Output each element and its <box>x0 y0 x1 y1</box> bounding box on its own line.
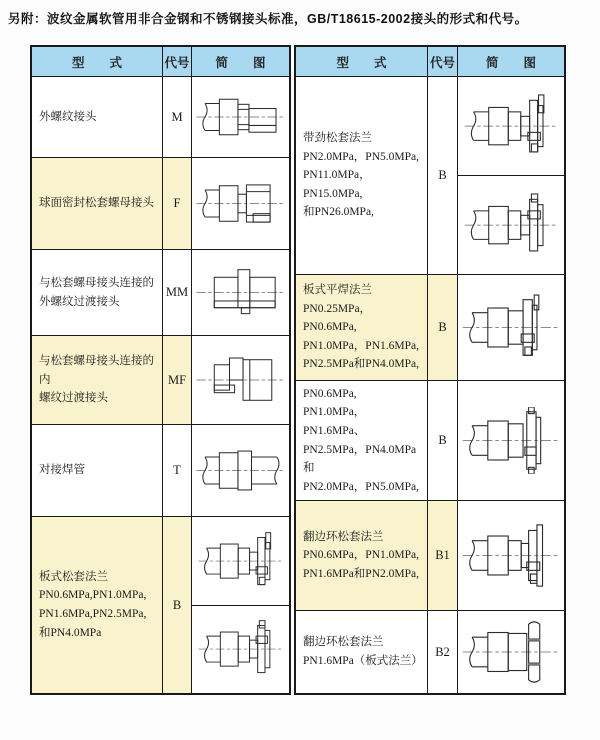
diagram-cell <box>458 501 564 611</box>
diagram-subcell <box>458 176 564 274</box>
code-cell: F <box>163 158 192 250</box>
column-header-diagram: 简 图 <box>458 47 564 77</box>
code-cell: B2 <box>428 611 458 693</box>
page-title: 另附：波纹金属软管用非合金钢和不锈钢接头标准，GB/T18615-2002接头的形式和代号。 <box>8 12 528 26</box>
flanged-ring-flange-icon <box>460 503 562 608</box>
column-header-code: 代号 <box>163 47 192 77</box>
loose-flange-bolt-up-icon <box>462 180 560 270</box>
diagram-cell <box>458 275 564 381</box>
fitting-table-right <box>294 45 566 695</box>
column-header-type: 型 式 <box>32 47 163 77</box>
code-cell: MM <box>163 250 192 336</box>
male-thread-fitting-icon <box>194 79 287 155</box>
diagram-cell <box>192 517 289 693</box>
type-cell: 翻边环松套法兰 PN1.6MPa（板式法兰） <box>296 611 428 693</box>
diagram-subcell <box>192 606 289 694</box>
loose-flange-bolt-down-icon <box>462 81 560 171</box>
male-adapter-icon <box>194 252 287 333</box>
type-cell: 板式平焊法兰 PN0.25MPa，PN0.6MPa, PN1.0MPa，PN1.6MPa, PN2.5MPa和PN4.0MPa, <box>296 275 428 381</box>
code-cell: MF <box>163 336 192 425</box>
type-cell: 带劲松套法兰 PN2.0MPa，PN5.0MPa, PN11.0MPa，PN15.0MPa, 和PN26.0MPa, <box>296 77 428 275</box>
type-cell: 对接焊管 <box>32 425 163 517</box>
column-header-code: 代号 <box>428 47 458 77</box>
butt-weld-pipe-icon <box>194 427 287 514</box>
diagram-subcell <box>192 517 289 606</box>
type-cell: 板式松套法兰 PN0.6MPa,PN1.0MPa, PN1.6MPa,PN2.5MPa, 和PN4.0MPa <box>32 517 163 693</box>
diagram-cell <box>192 336 289 425</box>
type-cell: 球面密封松套螺母接头 <box>32 158 163 250</box>
column-header-type: 型 式 <box>296 47 428 77</box>
code-cell: M <box>163 77 192 158</box>
diagram-cell <box>458 611 564 693</box>
type-cell: 外螺纹接头 <box>32 77 163 158</box>
diagram-cell <box>192 250 289 336</box>
code-cell: B <box>163 517 192 693</box>
diagram-cell <box>458 77 564 275</box>
code-cell: B <box>428 275 458 381</box>
code-cell: B <box>428 77 458 275</box>
fitting-table-left <box>30 45 291 695</box>
fitting-tables <box>30 45 566 695</box>
diagram-subcell <box>458 77 564 176</box>
loose-flange-bolt-up-icon <box>196 609 285 689</box>
diagram-cell <box>192 77 289 158</box>
swivel-nut-fitting-icon <box>194 160 287 247</box>
code-cell: B1 <box>428 501 458 611</box>
type-cell: PN0.6MPa, PN1.0MPa，PN1.6MPa、 PN2.5MPa，PN4.0MPa和 PN2.0MPa，PN5.0MPa, <box>296 381 428 501</box>
type-cell: 与松套螺母接头连接的 外螺纹过渡接头 <box>32 250 163 336</box>
ring-plate-flange-icon <box>460 613 562 691</box>
type-cell: 翻边环松套法兰 PN0.6MPa，PN1.0MPa, PN1.6MPa和PN2.0MPa, <box>296 501 428 611</box>
female-adapter-icon <box>194 338 287 422</box>
type-cell: 与松套螺母接头连接的内 螺纹过渡接头 <box>32 336 163 425</box>
weld-plate-flange-icon <box>460 277 562 378</box>
diagram-cell <box>192 425 289 517</box>
loose-flange-bolt-down-icon <box>196 521 285 601</box>
column-header-diagram: 简 图 <box>192 47 289 77</box>
diagram-cell <box>192 158 289 250</box>
code-cell: B <box>428 381 458 501</box>
code-cell: T <box>163 425 192 517</box>
weld-plate-flange-icon <box>460 383 562 498</box>
diagram-cell <box>458 381 564 501</box>
